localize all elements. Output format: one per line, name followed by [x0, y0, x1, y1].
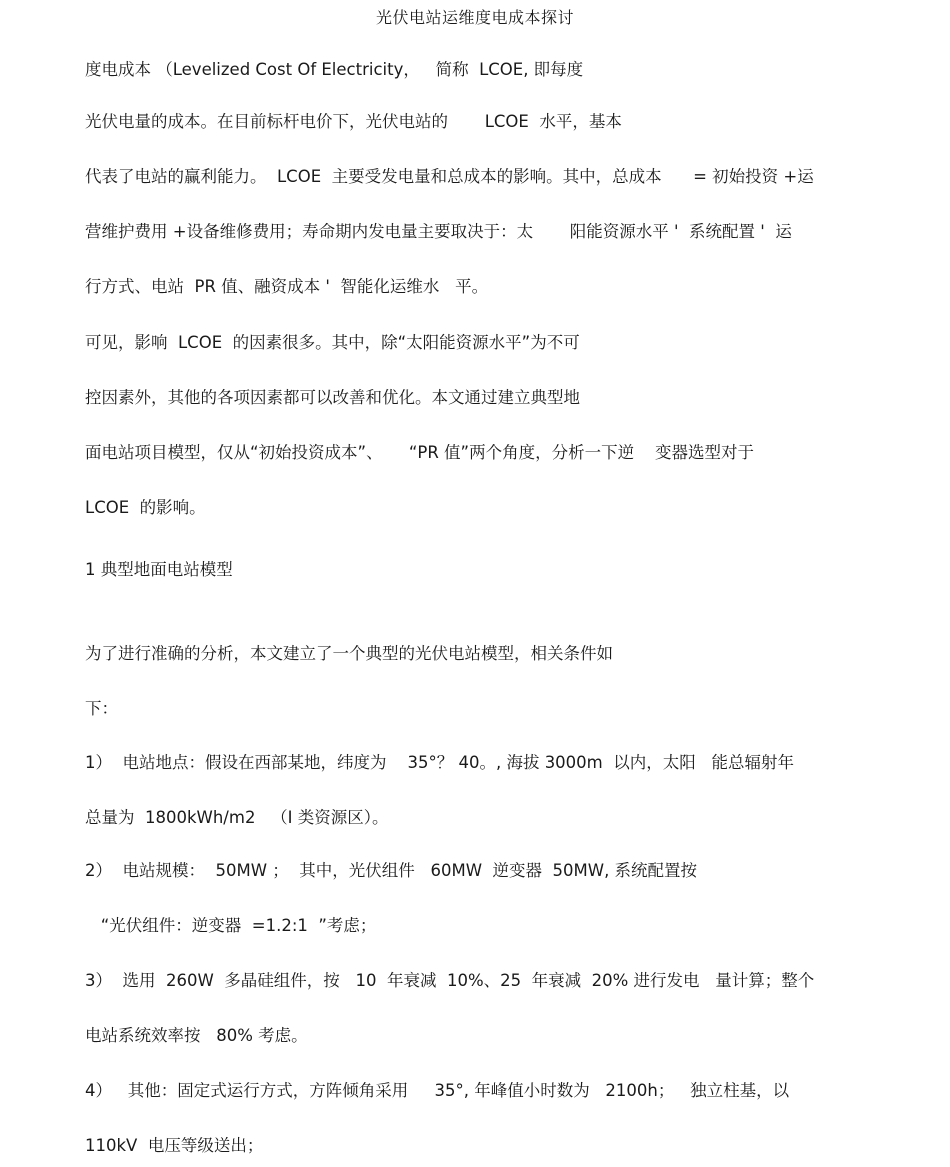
list-item: 110kV 电压等级送出；	[85, 1136, 264, 1155]
list-item: 3） 选用 260W 多晶硅组件，按 10 年衰减 10%、25 年衰减 20% 进行发电 量计算；整个	[85, 971, 815, 990]
paragraph-line: 面电站项目模型，仅从“初始投资成本”、 “PR 值”两个角度，分析一下逆 变器选型对于	[85, 443, 755, 462]
paragraph-line: 为了进行准确的分析，本文建立了一个典型的光伏电站模型，相关条件如	[85, 644, 613, 663]
paragraph-line: 营维护费用 +设备维修费用；寿命期内发电量主要取决于：太 阳能资源水平 ' 系统配置 ' 运	[85, 222, 792, 241]
paragraph-line: LCOE 的影响。	[85, 498, 206, 517]
document-title: 光伏电站运维度电成本探讨	[375, 8, 574, 27]
paragraph-line: 度电成本 （Levelized Cost Of Electricity， 简称 LCOE, 即每度	[85, 60, 584, 79]
paragraph-line: 光伏电量的成本。在目前标杆电价下，光伏电站的 LCOE 水平，基本	[85, 112, 622, 131]
list-item: 总量为 1800kWh/m2 （I 类资源区）。	[85, 808, 389, 827]
paragraph-line: 控因素外，其他的各项因素都可以改善和优化。本文通过建立典型地	[85, 388, 580, 407]
list-item: 1） 电站地点：假设在西部某地，纬度为 35°？ 40。, 海拔 3000m 以内，太阳 能总辐射年	[85, 753, 794, 772]
paragraph-line: 可见，影响 LCOE 的因素很多。其中，除“太阳能资源水平”为不可	[85, 333, 580, 352]
paragraph-line: 代表了电站的赢利能力。 LCOE 主要受发电量和总成本的影响。其中，总成本 = 初始投资 +运	[85, 167, 814, 186]
paragraph-line: 行方式、电站 PR 值、融资成本 ' 智能化运维水 平。	[85, 277, 489, 296]
list-item: 2） 电站规模： 50MW ； 其中，光伏组件 60MW 逆变器 50MW, 系统配置按	[85, 861, 698, 880]
list-item: 4） 其他：固定式运行方式，方阵倾角采用 35°, 年峰值小时数为 2100h； 独立柱基，以	[85, 1081, 790, 1100]
list-item: 电站系统效率按 80% 考虑。	[85, 1026, 308, 1045]
section-heading: 1 典型地面电站模型	[85, 560, 233, 579]
list-item: “光伏组件：逆变器 =1.2:1 ”考虑；	[85, 916, 377, 935]
paragraph-line: 下：	[85, 699, 118, 718]
